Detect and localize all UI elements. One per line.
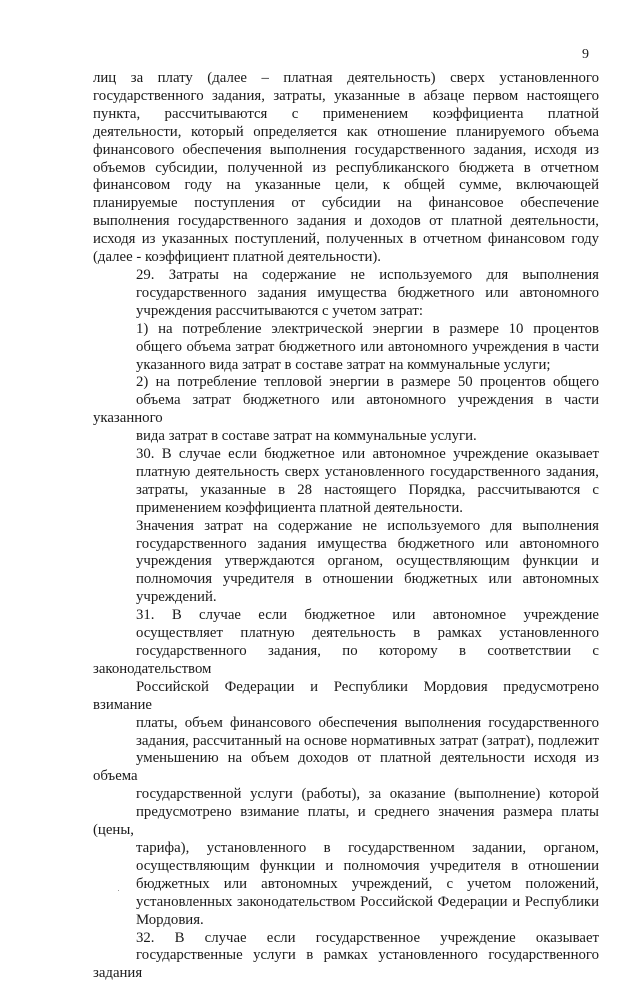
text-line: предусмотрено взимание платы, и среднего значения размера платы (цены,: [93, 804, 599, 840]
text-line: 1) на потребление электрической энергии в размере 10 процентов: [93, 321, 599, 339]
text-line: выполнения государственного задания и доходов от платной деятельности,: [93, 213, 599, 231]
document-body: [93, 70, 599, 983]
text-line: государственной услуги (работы), за оказание (выполнение) которой: [93, 786, 599, 804]
text-line: финансового обеспечения выполнения государственного задания, исходя из: [93, 142, 599, 160]
text-line: осуществляет платную деятельность в рамках установленного: [93, 625, 599, 643]
text-line: деятельности, который определяется как отношение планируемого объема: [93, 124, 599, 142]
text-line: платы, объем финансового обеспечения выполнения государственного: [93, 715, 599, 733]
text-line: платную деятельность сверх установленного государственного задания,: [93, 464, 599, 482]
text-line: 30. В случае если бюджетное или автономное учреждение оказывает: [93, 446, 599, 464]
text-line: Мордовия.: [93, 912, 599, 930]
text-line: планируемые поступления от субсидии на финансовое обеспечение: [93, 195, 599, 213]
paragraph: [93, 930, 599, 983]
text-line: затраты, указанные в 28 настоящего Порядка, рассчитываются с: [93, 482, 599, 500]
scan-speck: [118, 890, 119, 891]
text-line: бюджетных или автономных учреждений, с учетом положений,: [93, 876, 599, 894]
text-line: 2) на потребление тепловой энергии в размере 50 процентов общего: [93, 374, 599, 392]
text-line: применением коэффициента платной деятельности.: [93, 500, 599, 518]
text-line: 31. В случае если бюджетное или автономное учреждение: [93, 607, 599, 625]
text-line: Значения затрат на содержание не используемого для выполнения: [93, 518, 599, 536]
text-line: государственного задания, затраты, указанные в абзаце первом настоящего: [93, 88, 599, 106]
text-line: 32. В случае если государственное учреждение оказывает: [93, 930, 599, 948]
paragraph: [93, 607, 599, 929]
text-line: Российской Федерации и Республики Мордовия предусмотрено взимание: [93, 679, 599, 715]
text-line: учреждения рассчитываются с учетом затрат:: [93, 303, 599, 321]
text-line: 29. Затраты на содержание не используемого для выполнения: [93, 267, 599, 285]
text-line: государственного задания, по которому в соответствии с законодательством: [93, 643, 599, 679]
paragraph: [93, 321, 599, 375]
text-line: тарифа), установленного в государственном задании, органом,: [93, 840, 599, 858]
text-line: задания, рассчитанный на основе нормативных затрат (затрат), подлежит: [93, 733, 599, 751]
page-number: 9: [582, 47, 589, 63]
text-line: пункта, рассчитываются с применением коэффициента платной: [93, 106, 599, 124]
text-line: учреждения утверждаются органом, осуществляющим функции и: [93, 553, 599, 571]
text-line: учреждений.: [93, 589, 599, 607]
text-line: объемов субсидии, полученной из республиканского бюджета в отчетном: [93, 160, 599, 178]
text-line: общего объема затрат бюджетного или автономного учреждения в части: [93, 339, 599, 357]
text-line: (далее - коэффициент платной деятельности).: [93, 249, 599, 267]
text-line: государственного задания имущества бюджетного или автономного: [93, 536, 599, 554]
text-line: вида затрат в составе затрат на коммунальные услуги.: [93, 428, 599, 446]
paragraph: [93, 446, 599, 518]
text-line: установленных законодательством Российской Федерации и Республики: [93, 894, 599, 912]
text-line: исходя из указанных поступлений, полученных в отчетном финансовом году: [93, 231, 599, 249]
paragraph: [93, 374, 599, 446]
text-line: уменьшению на объем доходов от платной деятельности исходя из объема: [93, 750, 599, 786]
text-line: осуществляющим функции и полномочия учредителя в отношении: [93, 858, 599, 876]
paragraph: [93, 70, 599, 267]
paragraph: [93, 267, 599, 321]
paragraph: [93, 518, 599, 608]
text-line: указанного вида затрат в составе затрат на коммунальные услуги;: [93, 357, 599, 375]
text-line: государственные услуги в рамках установленного государственного задания: [93, 947, 599, 983]
text-line: финансовом году на указанные цели, к общей сумме, включающей: [93, 177, 599, 195]
text-line: государственного задания имущества бюджетного или автономного: [93, 285, 599, 303]
text-line: объема затрат бюджетного или автономного учреждения в части указанного: [93, 392, 599, 428]
text-line: полномочия учредителя в отношении бюджетных или автономных: [93, 571, 599, 589]
text-line: лиц за плату (далее – платная деятельность) сверх установленного: [93, 70, 599, 88]
